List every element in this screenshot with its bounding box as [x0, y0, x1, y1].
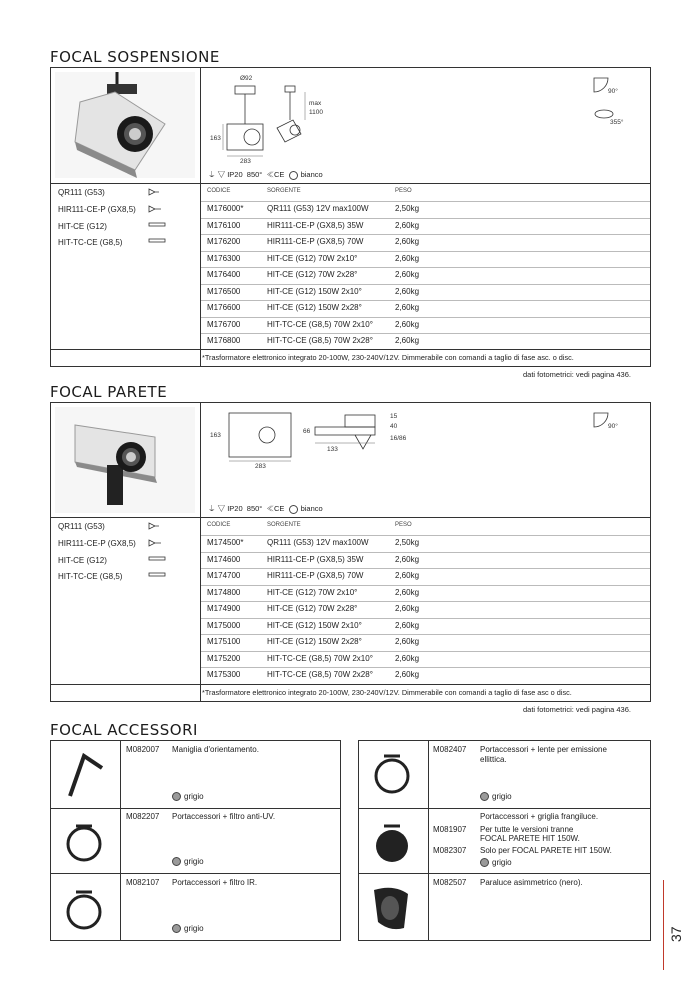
photometric-link: dati fotometrici: vedi pagina 436. [523, 370, 631, 379]
table-cell-source: HIT-CE (G12) 150W 2x28° [267, 637, 362, 646]
accessory-code: M082007 [126, 745, 160, 754]
dim-d92: Ø92 [240, 75, 253, 82]
table-cell-source: HIR111-CE-P (GX8,5) 70W [267, 237, 364, 246]
row-divider [201, 333, 650, 334]
lamp-type: HIT-CE (G12) [58, 222, 107, 231]
note-sospensione: *Trasformatore elettronico integrato 20-100W, 230-240V/12V. Dimmerabile con comandi a taglio di fase asc. o disc. [202, 353, 574, 362]
dim-d133: 133 [327, 446, 338, 453]
table-cell-code: M175300 [207, 670, 241, 679]
table-cell-code: M176100 [207, 220, 241, 230]
row-divider [201, 601, 650, 602]
rotation-icon [590, 74, 630, 124]
row-divider [201, 535, 650, 536]
dim-max-val: 1100 [309, 109, 323, 116]
table-cell-code: M174600 [207, 554, 241, 564]
dim-w283: 283 [240, 158, 251, 165]
table-cell-code: M176300 [207, 253, 241, 263]
technical-drawing-parete [205, 407, 405, 477]
lamp-icons [145, 520, 175, 582]
photometric-link: dati fotometrici: vedi pagina 436. [523, 705, 631, 714]
accessory-desc: Paraluce asimmetrico (nero). [480, 878, 583, 887]
lamp-type: HIT-CE (G12) [58, 556, 107, 565]
row-divider [201, 634, 650, 635]
table-cell-weight: 2,60kg [395, 554, 420, 564]
accessory-desc: Portaccessori + lente per emissione [480, 745, 607, 754]
table-cell-source: HIT-TC-CE (G8,5) 70W 2x28° [267, 336, 373, 345]
table-cell-weight: 2,60kg [395, 571, 420, 580]
table-cell-source: HIT-CE (G12) 70W 2x10° [267, 587, 358, 597]
table-cell-weight: 2,60kg [395, 286, 420, 296]
color-grigio: grigio [480, 858, 512, 867]
dim-h163: 163 [210, 135, 221, 142]
lamp-type: HIT-TC-CE (G8,5) [58, 238, 123, 247]
tilt-angle: 90° [608, 423, 618, 430]
table-cell-code: M174800 [207, 587, 241, 597]
table-cell-weight: 2,60kg [395, 336, 420, 345]
accessory-desc: Maniglia d'orientamento. [172, 745, 259, 754]
table-cell-code: M176700 [207, 319, 241, 329]
table-cell-weight: 2,60kg [395, 270, 420, 279]
row-divider [201, 218, 650, 219]
color-grigio: grigio [172, 924, 204, 933]
accessory-code: M082307 [433, 846, 467, 855]
table-cell-weight: 2,50kg [395, 538, 420, 547]
lamp-type: HIR111-CE-P (GX8,5) [58, 539, 136, 548]
table-cell-source: HIT-CE (G12) 150W 2x10° [267, 620, 362, 630]
lamp-icons [145, 186, 175, 248]
lens-ring-image [364, 746, 422, 802]
row-divider [201, 300, 650, 301]
table-cell-source: HIT-TC-CE (G8,5) 70W 2x10° [267, 653, 373, 663]
triangle-f-icon: ▽ [217, 504, 226, 513]
table-cell-code: M176400 [207, 270, 241, 279]
table-cell-code: M175200 [207, 653, 241, 663]
section-title-sospensione: FOCAL SOSPENSIONE [50, 48, 220, 66]
accessory-code: M082207 [126, 812, 160, 821]
grey-swatch-icon [480, 858, 489, 867]
page-number: 37 [668, 926, 684, 942]
product-photo-parete [55, 407, 195, 513]
table-cell-source: HIT-CE (G12) 150W 2x10° [267, 286, 362, 296]
table-cell-code: M176500 [207, 286, 241, 296]
color-grigio: grigio [172, 792, 204, 801]
table-cell-source: QR111 (G53) 12V max100W [267, 538, 369, 547]
section-title-accessori: FOCAL ACCESSORI [50, 721, 198, 739]
rotate-angle: 355° [610, 119, 624, 126]
table-cell-code: M176600 [207, 303, 241, 312]
grey-swatch-icon [172, 792, 181, 801]
dim-d40: 40 [390, 423, 398, 430]
table-cell-code: M175000 [207, 620, 241, 630]
row-divider [201, 618, 650, 619]
lamp-type: QR111 (G53) [58, 188, 105, 197]
row-divider [201, 651, 650, 652]
row-divider [201, 234, 650, 235]
accessory-desc: ellittica. [480, 755, 507, 764]
table-cell-weight: 2,60kg [395, 587, 420, 597]
accessory-desc: Portaccessori + filtro anti-UV. [172, 812, 276, 821]
ground-icon: ⏚ [208, 504, 216, 513]
table-cell-source: HIT-TC-CE (G8,5) 70W 2x10° [267, 319, 373, 329]
table-cell-code: M176200 [207, 237, 241, 246]
table-cell-source: HIT-CE (G12) 70W 2x28° [267, 604, 358, 613]
table-cell-weight: 2,50kg [395, 204, 420, 213]
lamp-type: HIR111-CE-P (GX8,5) [58, 205, 136, 214]
table-cell-weight: 2,60kg [395, 220, 420, 230]
lamp-type: QR111 (G53) [58, 522, 105, 531]
table-cell-weight: 2,60kg [395, 620, 420, 630]
cert-row-parete: ⏚ ▽ IP20 850° ≪CE bianco [208, 504, 323, 513]
filter-ring-image [58, 878, 114, 936]
row-divider [201, 552, 650, 553]
table-cell-weight: 2,60kg [395, 237, 420, 246]
col-codice: CODICE [207, 188, 231, 194]
table-cell-source: HIR111-CE-P (GX8,5) 35W [267, 220, 364, 230]
table-cell-weight: 2,60kg [395, 303, 420, 312]
table-cell-weight: 2,60kg [395, 637, 420, 646]
table-cell-source: HIT-CE (G12) 70W 2x28° [267, 270, 358, 279]
table-cell-source: HIR111-CE-P (GX8,5) 35W [267, 554, 364, 564]
accessory-desc: FOCAL PARETE HIT 150W. [480, 834, 580, 843]
section-title-parete: FOCAL PARETE [50, 383, 168, 401]
dim-w283: 283 [255, 463, 266, 470]
handle-image [58, 746, 114, 802]
note-parete: *Trasformatore elettronico integrato 20-100W, 230-240V/12V. Dimmerabile con comandi a taglio di fase asc o disc. [202, 688, 572, 697]
grey-swatch-icon [480, 792, 489, 801]
dim-max: max [309, 100, 322, 107]
col-codice: CODICE [207, 522, 231, 528]
table-cell-code: M174500* [207, 538, 244, 547]
col-peso: PESO [395, 522, 412, 528]
row-divider [201, 284, 650, 285]
table-cell-code: M175100 [207, 637, 241, 646]
white-swatch-icon [289, 505, 298, 514]
ground-icon: ⏚ [208, 170, 216, 179]
grey-swatch-icon [172, 924, 181, 933]
dim-d66: 66 [303, 428, 311, 435]
accessory-desc: Portaccessori + filtro IR. [172, 878, 258, 887]
row-divider [201, 267, 650, 268]
table-cell-weight: 2,60kg [395, 670, 420, 679]
table-cell-code: M176800 [207, 336, 241, 345]
triangle-f-icon: ▽ [217, 170, 226, 179]
lamp-type: HIT-TC-CE (G8,5) [58, 572, 123, 581]
color-grigio: grigio [172, 857, 204, 866]
row-divider [201, 317, 650, 318]
dim-d15: 15 [390, 413, 398, 420]
row-divider [201, 585, 650, 586]
technical-drawing-sospensione [205, 72, 445, 172]
ce-icon: ≪CE [266, 170, 285, 179]
row-divider [201, 667, 650, 668]
accessory-code: M081907 [433, 825, 467, 834]
accessory-code: M082507 [433, 878, 467, 887]
col-sorgente: SORGENTE [267, 188, 301, 194]
filter-ring-image [58, 812, 114, 868]
table-cell-source: HIT-CE (G12) 70W 2x10° [267, 253, 358, 263]
accessory-desc: Per tutte le versioni tranne [480, 825, 574, 834]
table-cell-weight: 2,60kg [395, 653, 420, 663]
cert-row-sospensione: ⏚ ▽ IP20 850° ≪CE bianco [208, 170, 323, 179]
accessory-code: M082407 [433, 745, 467, 754]
white-swatch-icon [289, 171, 298, 180]
dim-d16: 16/86 [390, 435, 407, 442]
tilt-angle: 90° [608, 88, 618, 95]
color-grigio: grigio [480, 792, 512, 801]
product-photo-sospensione [55, 72, 195, 178]
ce-icon: ≪CE [266, 504, 285, 513]
table-cell-source: HIT-TC-CE (G8,5) 70W 2x28° [267, 670, 373, 679]
table-cell-weight: 2,60kg [395, 253, 420, 263]
col-peso: PESO [395, 188, 412, 194]
table-cell-source: HIR111-CE-P (GX8,5) 70W [267, 571, 364, 580]
accessory-code: M082107 [126, 878, 160, 887]
table-cell-source: QR111 (G53) 12V max100W [267, 204, 369, 213]
table-cell-source: HIT-CE (G12) 150W 2x28° [267, 303, 362, 312]
table-cell-code: M174900 [207, 604, 241, 613]
row-divider [201, 251, 650, 252]
accessory-desc: Solo per FOCAL PARETE HIT 150W. [480, 846, 612, 855]
accessory-desc: Portaccessori + griglia frangiluce. [480, 812, 599, 821]
row-divider [201, 568, 650, 569]
louvre-image [364, 812, 422, 868]
shade-image [364, 878, 422, 936]
grey-swatch-icon [172, 857, 181, 866]
table-cell-weight: 2,60kg [395, 319, 420, 329]
col-sorgente: SORGENTE [267, 522, 301, 528]
row-divider [201, 201, 650, 202]
table-cell-code: M174700 [207, 571, 241, 580]
dim-h163: 163 [210, 432, 221, 439]
table-cell-weight: 2,60kg [395, 604, 420, 613]
table-cell-code: M176000* [207, 204, 244, 213]
